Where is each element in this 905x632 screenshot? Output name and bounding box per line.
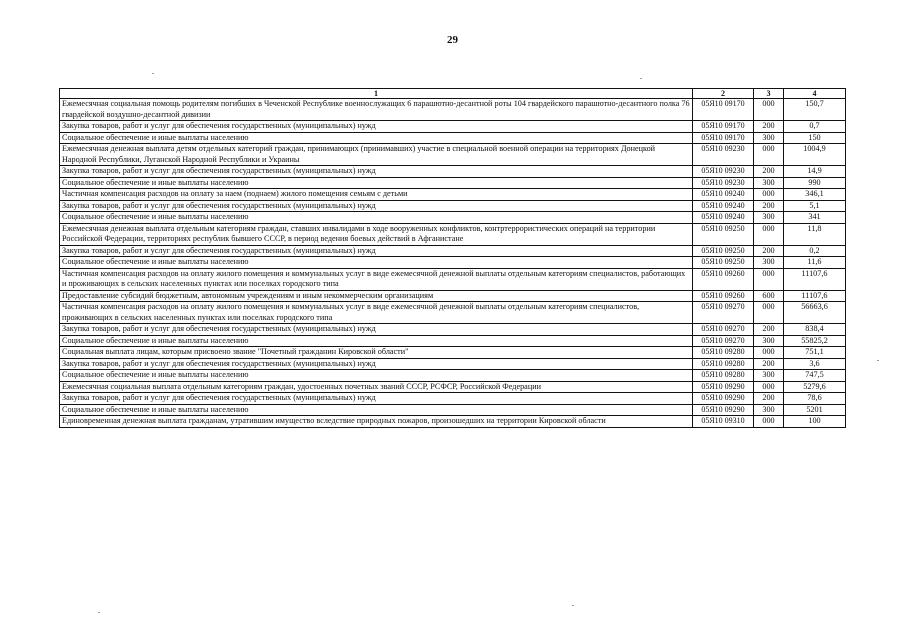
row-amount: 751,1 [784,347,846,359]
row-code: 05Я10 09260 [693,290,754,302]
row-code: 05Я10 09250 [693,257,754,269]
table-row [60,212,846,224]
row-amount: 5,1 [784,200,846,212]
row-name: Единовременная денежная выплата гражданам, утратившим имущество вследствие природных пожаров, произошедших на территории Кировской области [60,416,693,428]
row-type: 200 [754,245,784,257]
row-amount: 0,2 [784,245,846,257]
row-code: 05Я10 09310 [693,416,754,428]
row-type: 200 [754,358,784,370]
row-name: Частичная компенсация расходов на оплату за наем (поднаем) жилого помещения семьям с детьми [60,189,693,201]
row-type: 300 [754,335,784,347]
header-row [60,89,846,99]
table-row [60,177,846,189]
table-row [60,166,846,178]
page-number: 29 [447,34,458,46]
row-type: 300 [754,212,784,224]
row-name: Ежемесячная социальная выплата отдельным категориям граждан, удостоенных почетных званий СССР, РСФСР, Российской Федерации [60,381,693,393]
row-name: Закупка товаров, работ и услуг для обеспечения государственных (муниципальных) нужд [60,121,693,133]
row-type: 000 [754,189,784,201]
table-row [60,370,846,382]
table-row [60,144,846,166]
row-code: 05Я10 09270 [693,324,754,336]
row-code: 05Я10 09290 [693,393,754,405]
row-name: Частичная компенсация расходов на оплату жилого помещения и коммунальных услуг в виде ежемесячной денежной выплаты отдельным категориям специалистов, проживающих в сельских населенных пунктах или поселках городского типа [60,302,693,324]
row-amount: 5279,6 [784,381,846,393]
row-code: 05Я10 09240 [693,189,754,201]
row-type: 000 [754,302,784,324]
row-name: Закупка товаров, работ и услуг для обеспечения государственных (муниципальных) нужд [60,166,693,178]
row-amount: 5201 [784,404,846,416]
row-code: 05Я10 09270 [693,335,754,347]
row-type: 000 [754,381,784,393]
budget-table [59,88,846,428]
row-amount: 3,6 [784,358,846,370]
row-name: Закупка товаров, работ и услуг для обеспечения государственных (муниципальных) нужд [60,358,693,370]
table-row [60,245,846,257]
table-row [60,99,846,121]
row-name: Частичная компенсация расходов на оплату жилого помещения и коммунальных услуг в виде ежемесячной денежной выплаты отдельным категориям специалистов, работающих и проживающих в сельских населенных пунктах или поселках городского типа [60,268,693,290]
row-code: 05Я10 09260 [693,268,754,290]
row-code: 05Я10 09250 [693,223,754,245]
table-row [60,189,846,201]
table-body [60,99,846,428]
row-type: 300 [754,132,784,144]
row-amount: 747,5 [784,370,846,382]
header-col-2: 2 [693,89,754,99]
table-row [60,257,846,269]
row-name: Социальное обеспечение и иные выплаты населению [60,132,693,144]
row-code: 05Я10 09230 [693,166,754,178]
row-name: Ежемесячная социальная помощь родителям погибших в Чеченской Республике военнослужащих 6 парашютно-десантной роты 104 гвардейского парашютно-десантного полка 76 гвардейской воздушно-десантной дивизии [60,99,693,121]
table-row [60,132,846,144]
row-type: 300 [754,370,784,382]
row-type: 200 [754,324,784,336]
row-type: 300 [754,404,784,416]
row-type: 000 [754,268,784,290]
row-name: Ежемесячная денежная выплата отдельным категориям граждан, ставших инвалидами в ходе вооруженных конфликтов, контртеррористических операций на территории Российской Федерации, территориях республик бывшего СССР, в период ведения боевых действий в Афганистане [60,223,693,245]
scan-speck [152,73,154,74]
row-code: 05Я10 09290 [693,404,754,416]
row-type: 300 [754,257,784,269]
row-name: Социальная выплата лицам, которым присвоено звание "Почетный гражданин Кировской области" [60,347,693,359]
row-amount: 990 [784,177,846,189]
scan-speck [98,612,100,613]
row-type: 000 [754,144,784,166]
row-amount: 341 [784,212,846,224]
row-name: Закупка товаров, работ и услуг для обеспечения государственных (муниципальных) нужд [60,245,693,257]
row-type: 000 [754,416,784,428]
table-row [60,347,846,359]
row-amount: 56663,6 [784,302,846,324]
row-amount: 100 [784,416,846,428]
table-row [60,290,846,302]
table-row [60,393,846,405]
row-type: 200 [754,393,784,405]
row-amount: 14,9 [784,166,846,178]
row-type: 200 [754,121,784,133]
row-code: 05Я10 09170 [693,121,754,133]
table-row [60,268,846,290]
row-amount: 1004,9 [784,144,846,166]
row-type: 200 [754,200,784,212]
row-name: Социальное обеспечение и иные выплаты населению [60,404,693,416]
row-code: 05Я10 09280 [693,370,754,382]
row-code: 05Я10 09250 [693,245,754,257]
header-col-3: 3 [754,89,784,99]
row-type: 600 [754,290,784,302]
table-row [60,416,846,428]
row-amount: 838,4 [784,324,846,336]
row-name: Предоставление субсидий бюджетным, автономным учреждениям и иным некоммерческим организациям [60,290,693,302]
header-col-4: 4 [784,89,846,99]
table-row [60,324,846,336]
row-name: Закупка товаров, работ и услуг для обеспечения государственных (муниципальных) нужд [60,393,693,405]
row-type: 000 [754,223,784,245]
row-type: 200 [754,166,784,178]
row-amount: 11107,6 [784,268,846,290]
table-row [60,381,846,393]
row-code: 05Я10 09170 [693,132,754,144]
row-name: Социальное обеспечение и иные выплаты населению [60,177,693,189]
row-name: Закупка товаров, работ и услуг для обеспечения государственных (муниципальных) нужд [60,200,693,212]
row-code: 05Я10 09270 [693,302,754,324]
table-row [60,200,846,212]
row-code: 05Я10 09280 [693,358,754,370]
row-name: Закупка товаров, работ и услуг для обеспечения государственных (муниципальных) нужд [60,324,693,336]
row-amount: 346,1 [784,189,846,201]
table-row [60,121,846,133]
table-row [60,302,846,324]
row-amount: 150 [784,132,846,144]
row-code: 05Я10 09230 [693,144,754,166]
scan-speck [877,360,879,361]
row-code: 05Я10 09170 [693,99,754,121]
header-col-1: 1 [60,89,693,99]
scan-speck [572,605,574,606]
row-code: 05Я10 09230 [693,177,754,189]
table-row [60,223,846,245]
row-name: Социальное обеспечение и иные выплаты населению [60,370,693,382]
row-code: 05Я10 09240 [693,212,754,224]
row-amount: 150,7 [784,99,846,121]
row-amount: 11107,6 [784,290,846,302]
table-row [60,335,846,347]
row-name: Социальное обеспечение и иные выплаты населению [60,335,693,347]
row-amount: 11,6 [784,257,846,269]
row-type: 000 [754,347,784,359]
row-amount: 11,8 [784,223,846,245]
row-code: 05Я10 09290 [693,381,754,393]
row-name: Социальное обеспечение и иные выплаты населению [60,257,693,269]
row-amount: 0,7 [784,121,846,133]
table-row [60,358,846,370]
row-name: Ежемесячная денежная выплата детям отдельных категорий граждан, принимающих (принимавших) участие в специальной военной операции на территориях Донецкой Народной Республики, Луганской Народной Республики и Украины [60,144,693,166]
row-code: 05Я10 09280 [693,347,754,359]
row-name: Социальное обеспечение и иные выплаты населению [60,212,693,224]
table-row [60,404,846,416]
row-type: 000 [754,99,784,121]
row-amount: 55825,2 [784,335,846,347]
scan-speck [640,78,642,79]
row-code: 05Я10 09240 [693,200,754,212]
row-amount: 78,6 [784,393,846,405]
row-type: 300 [754,177,784,189]
